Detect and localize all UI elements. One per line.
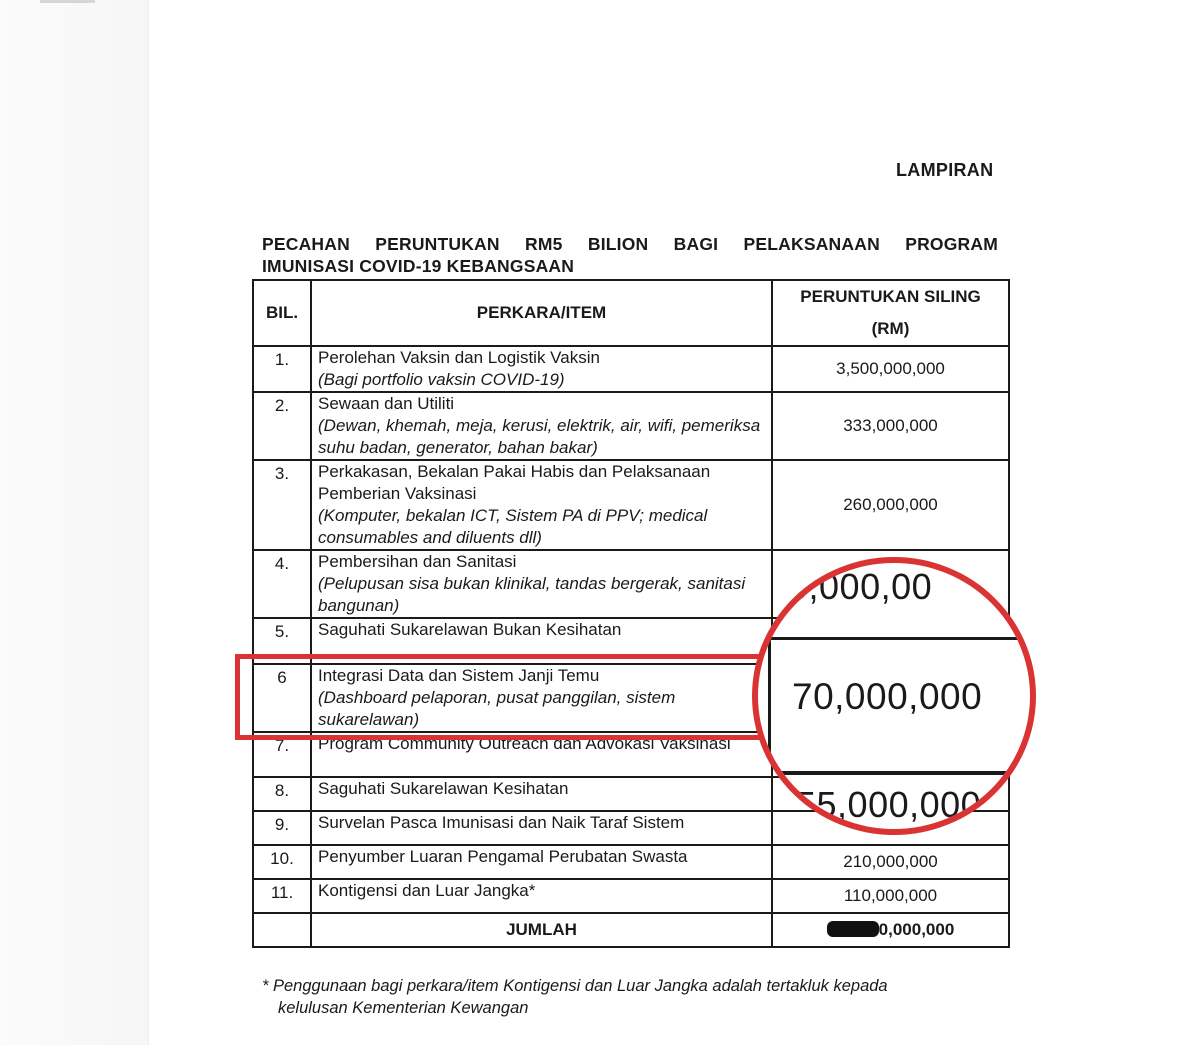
zoom-circle	[752, 557, 1036, 835]
row-number: 11.	[253, 879, 311, 913]
row-number: 5.	[253, 618, 311, 664]
total-row	[253, 913, 1009, 947]
row-title: Sewaan dan Utiliti	[318, 394, 455, 413]
redaction-mark	[827, 921, 879, 937]
header-amount-line1: PERUNTUKAN SILING	[800, 287, 981, 306]
row-number: 7.	[253, 732, 311, 777]
row-title: Integrasi Data dan Sistem Janji Temu	[318, 666, 600, 685]
row-detail: (Dewan, khemah, meja, kerusi, elektrik, air, wifi, pemeriksa suhu badan, generator, bahan bakar)	[318, 416, 761, 457]
zoom-fragment-top: 0,000,00	[788, 566, 933, 607]
footnote-line-2: kelulusan Kementerian Kewangan	[278, 999, 529, 1017]
row-amount: 3,500,000,000	[772, 346, 1009, 392]
table-row	[253, 460, 1009, 550]
row-item: Kontigensi dan Luar Jangka*	[311, 879, 772, 913]
row-number: 1.	[253, 346, 311, 392]
row-title: Pembersihan dan Sanitasi	[318, 552, 517, 571]
row-amount: 333,000,000	[772, 392, 1009, 460]
row-item: Survelan Pasca Imunisasi dan Naik Taraf Sistem	[311, 811, 772, 845]
row-title: Perolehan Vaksin dan Logistik Vaksin	[318, 348, 600, 367]
row-number: 6	[253, 664, 311, 732]
highlight-box-row-6	[235, 654, 771, 740]
row-detail: (Komputer, bekalan ICT, Sistem PA di PPV; medical consumables and diluents dll)	[318, 506, 708, 547]
zoom-cell-border-left	[768, 563, 771, 829]
row-number: 2.	[253, 392, 311, 460]
row-item	[311, 460, 772, 550]
row-number: 10.	[253, 845, 311, 879]
table-row	[253, 879, 1009, 913]
table-row	[253, 346, 1009, 392]
total-bil-cell	[253, 913, 311, 947]
title-line-1: PECAHAN PERUNTUKAN RM5 BILION BAGI PELAKSANAAN PROGRAM	[262, 234, 998, 254]
row-number: 8.	[253, 777, 311, 811]
row-number: 4.	[253, 550, 311, 618]
table-row	[253, 392, 1009, 460]
row-item	[311, 550, 772, 618]
row-item	[311, 346, 772, 392]
total-label: JUMLAH	[311, 913, 772, 947]
row-title: Perkakasan, Bekalan Pakai Habis dan Pelaksanaan Pemberian Vaksinasi	[318, 462, 711, 503]
table-row	[253, 845, 1009, 879]
row-amount: 110,000,000	[772, 879, 1009, 913]
row-number: 9.	[253, 811, 311, 845]
title-line-2: IMUNISASI COVID-19 KEBANGSAAN	[262, 256, 575, 276]
row-detail: (Dashboard pelaporan, pusat panggilan, sistem sukarelawan)	[318, 688, 676, 729]
row-amount: 210,000,000	[772, 845, 1009, 879]
row-number: 3.	[253, 460, 311, 550]
zoom-fragment-bottom: 55,000,000	[796, 784, 982, 825]
zoom-cell-border-bottom	[758, 771, 1030, 775]
row-item	[311, 392, 772, 460]
row-item: Penyumber Luaran Pengamal Perubatan Swasta	[311, 845, 772, 879]
footnote	[262, 975, 1007, 1019]
zoom-cell-border-top	[758, 637, 1030, 640]
total-amount	[772, 913, 1009, 947]
header-amount	[772, 280, 1009, 346]
document-title	[262, 233, 998, 277]
total-amount-value: 0,000,000	[878, 920, 955, 939]
lampiran-label: LAMPIRAN	[896, 160, 994, 180]
row-detail: (Pelupusan sisa bukan klinikal, tandas bergerak, sanitasi bangunan)	[318, 574, 746, 615]
header-bil: BIL.	[253, 280, 311, 346]
table-header-row	[253, 280, 1009, 346]
header-item: PERKARA/ITEM	[311, 280, 772, 346]
row-title: Saguhati Sukarelawan Bukan Kesihatan	[318, 620, 622, 639]
row-item: Program Community Outreach dan Advokasi Vaksinasi	[311, 732, 772, 777]
corner-mark	[40, 0, 95, 3]
header-amount-line2: (RM)	[871, 319, 910, 338]
row-item: Saguhati Sukarelawan Kesihatan	[311, 777, 772, 811]
footnote-line-1: * Penggunaan bagi perkara/item Kontigensi dan Luar Jangka adalah tertakluk kepada	[262, 977, 888, 995]
page-margin	[0, 0, 149, 1045]
row-amount: 260,000,000	[772, 460, 1009, 550]
zoom-highlight-value: 70,000,000	[792, 676, 983, 717]
row-detail: (Bagi portfolio vaksin COVID-19)	[318, 370, 565, 389]
